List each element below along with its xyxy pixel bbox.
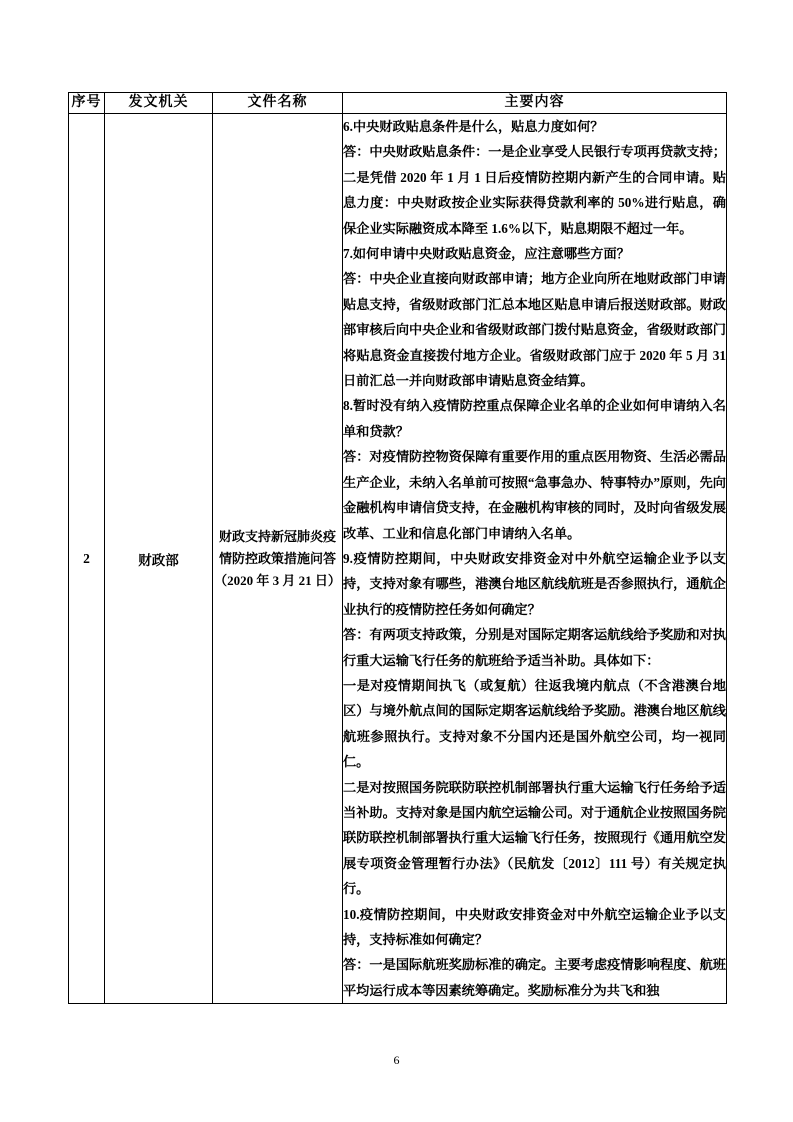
column-header-seq xyxy=(69,93,105,114)
column-header-seq-label: 序号 xyxy=(71,95,102,110)
cell-organ: 财政部 xyxy=(105,114,213,1004)
content-paragraph: 答：有两项支持政策，分别是对国际定期客运航线给予奖励和对执行重大运输飞行任务的航班给予适当补助。具体如下： xyxy=(343,627,726,668)
content-paragraph: 答：一是国际航班奖励标准的确定。主要考虑疫情影响程度、航班平均运行成本等因素统筹确定。奖励标准分为共飞和独 xyxy=(343,957,726,998)
column-header-content: 主要内容 xyxy=(343,93,727,114)
page-number: 6 xyxy=(393,1053,400,1067)
content-paragraph: 答：中央企业直接向财政部申请；地方企业向所在地财政部门申请贴息支持，省级财政部门汇总本地区贴息申请后报送财政部。财政部审核后向中央企业和省级财政部门拨付贴息资金，省级财政部门将贴息资金直接拨付地方企业。省级财政部门应于 2020 年 5 月 31 日前汇总一并向财政部申请贴息资金结算。 xyxy=(343,271,726,389)
table-header-row xyxy=(69,93,727,114)
column-header-organ: 发文机关 xyxy=(105,93,213,114)
cell-content xyxy=(343,114,727,1004)
content-paragraph: 答：对疫情防控物资保障有重要作用的重点医用物资、生活必需品生产企业，未纳入名单前可按照“急事急办、特事特办”原则，先向金融机构申请信贷支持，在金融机构审核的同时，及时向省级发展改革、工业和信息化部门申请纳入名单。 xyxy=(343,449,726,541)
content-paragraph: 二是对按照国务院联防联控机制部署执行重大运输飞行任务给予适当补助。支持对象是国内航空运输公司。对于通航企业按照国务院联防联控机制部署执行重大运输飞行任务，按照现行《通用航空发展专项资金管理暂行办法》（民航发〔2012〕111 号）有关规定执行。 xyxy=(343,779,726,897)
content-paragraph: 7.如何申请中央财政贴息资金，应注意哪些方面？ xyxy=(343,246,630,262)
content-paragraph: 10.疫情防控期间，中央财政安排资金对中外航空运输企业予以支持，支持标准如何确定？ xyxy=(343,906,726,947)
content-paragraphs xyxy=(343,114,726,1003)
content-paragraph: 9.疫情防控期间，中央财政安排资金对中外航空运输企业予以支持，支持对象有哪些，港澳台地区航线航班是否参照执行，通航企业执行的疫情防控任务如何确定？ xyxy=(343,550,726,617)
column-header-filename: 文件名称 xyxy=(213,93,343,114)
table-row xyxy=(69,114,727,1004)
content-paragraph: 6.中央财政贴息条件是什么，贴息力度如何？ xyxy=(343,119,604,134)
cell-filename: 财政支持新冠肺炎疫情防控政策措施问答（2020 年 3 月 21 日） xyxy=(213,114,343,1004)
cell-seq: 2 xyxy=(69,114,105,1004)
content-paragraph: 答：中央财政贴息条件：一是企业享受人民银行专项再贷款支持；二是凭借 2020 年 1 月 1 日后疫情防控期内新产生的合同申请。贴息力度：中央财政按企业实际获得贷款利率的 50%进行贴息，确保企业实际融资成本降至 1.6%以下，贴息期限不超过一年。 xyxy=(343,144,726,236)
content-paragraph: 8.暂时没有纳入疫情防控重点保障企业名单的企业如何申请纳入名单和贷款？ xyxy=(343,398,726,439)
policy-table xyxy=(68,92,727,1004)
content-paragraph: 一是对疫情期间执飞（或复航）往返我境内航点（不含港澳台地区）与境外航点间的国际定期客运航线给予奖励。港澳台地区航线航班参照执行。支持对象不分国内还是国外航空公司，均一视同仁。 xyxy=(343,677,726,770)
